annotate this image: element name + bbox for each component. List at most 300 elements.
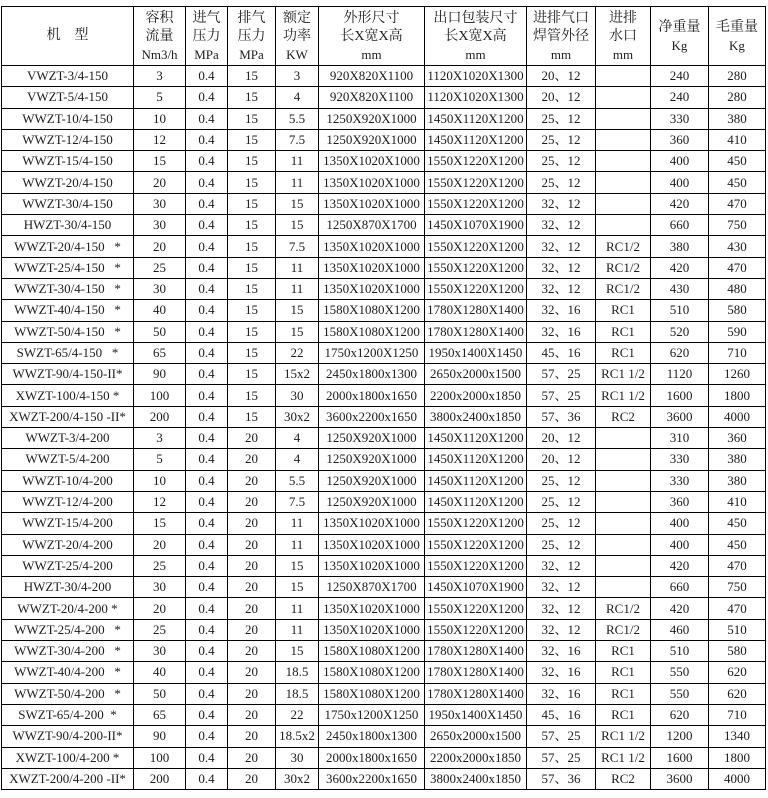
cell-inlet_pressure: 0.4 — [186, 577, 228, 598]
cell-rated_power: 11 — [276, 598, 319, 619]
cell-pipe_od: 20、12 — [527, 66, 596, 87]
cell-dimensions: 1350X1020X1000 — [319, 534, 425, 555]
cell-flow: 30 — [134, 215, 186, 236]
cell-gross_weight: 450 — [709, 513, 766, 534]
header-label-line: 长X宽X高 — [444, 28, 507, 44]
table-header — [2, 7, 766, 66]
header-unit-label: mm — [612, 46, 634, 62]
cell-net_weight: 420 — [651, 598, 709, 619]
cell-water_port — [596, 534, 651, 555]
cell-dimensions: 1350X1020X1000 — [319, 555, 425, 576]
cell-gross_weight: 590 — [709, 321, 766, 342]
cell-packing_size: 1450X1120X1200 — [425, 470, 527, 491]
cell-dimensions: 1580X1080X1200 — [319, 662, 425, 683]
cell-model: HWZT-30/4-200 — [2, 577, 134, 598]
cell-net_weight: 620 — [651, 342, 709, 363]
cell-gross_weight: 470 — [709, 193, 766, 214]
cell-packing_size: 1550X1220X1200 — [425, 278, 527, 299]
cell-packing_size: 2200x2000x1850 — [425, 747, 527, 768]
cell-rated_power: 30x2 — [276, 406, 319, 427]
cell-inlet_pressure: 0.4 — [186, 619, 228, 640]
table-row — [2, 151, 766, 172]
cell-packing_size: 1450X1070X1900 — [425, 577, 527, 598]
cell-pipe_od: 25、12 — [527, 491, 596, 512]
cell-net_weight: 520 — [651, 321, 709, 342]
table-row — [2, 598, 766, 619]
cell-net_weight: 1200 — [651, 726, 709, 747]
cell-flow: 200 — [134, 406, 186, 427]
cell-packing_size: 1550X1220X1200 — [425, 619, 527, 640]
product-spec-table — [1, 6, 766, 790]
cell-outlet_pressure: 20 — [228, 555, 276, 576]
cell-gross_weight: 450 — [709, 172, 766, 193]
cell-model: XWZT-100/4-200 * — [2, 747, 134, 768]
cell-net_weight: 360 — [651, 491, 709, 512]
cell-model: WWZT-25/4-200 — [2, 555, 134, 576]
cell-packing_size: 3800x2400x1850 — [425, 768, 527, 789]
table-row — [2, 683, 766, 704]
cell-net_weight: 330 — [651, 470, 709, 491]
cell-gross_weight: 470 — [709, 598, 766, 619]
cell-pipe_od: 32、12 — [527, 278, 596, 299]
cell-packing_size: 1120X1020X1300 — [425, 66, 527, 87]
cell-net_weight: 550 — [651, 683, 709, 704]
cell-dimensions: 2450x1800x1300 — [319, 726, 425, 747]
cell-flow: 30 — [134, 641, 186, 662]
cell-packing_size: 1450X1120X1200 — [425, 108, 527, 129]
cell-pipe_od: 57、25 — [527, 726, 596, 747]
cell-water_port: RC1 — [596, 321, 651, 342]
cell-inlet_pressure: 0.4 — [186, 768, 228, 789]
cell-packing_size: 2200x2000x1850 — [425, 385, 527, 406]
cell-inlet_pressure: 0.4 — [186, 641, 228, 662]
cell-rated_power: 18.5x2 — [276, 726, 319, 747]
cell-packing_size: 1450X1070X1900 — [425, 215, 527, 236]
cell-inlet_pressure: 0.4 — [186, 491, 228, 512]
cell-net_weight: 310 — [651, 428, 709, 449]
cell-gross_weight: 380 — [709, 449, 766, 470]
cell-pipe_od: 57、36 — [527, 768, 596, 789]
cell-model: WWZT-20/4-200 * — [2, 598, 134, 619]
cell-pipe_od: 32、12 — [527, 598, 596, 619]
table-row — [2, 278, 766, 299]
cell-flow: 25 — [134, 619, 186, 640]
table-row — [2, 342, 766, 363]
cell-dimensions: 2000x1800x1650 — [319, 747, 425, 768]
cell-flow: 3 — [134, 428, 186, 449]
cell-packing_size: 1550X1220X1200 — [425, 598, 527, 619]
cell-pipe_od: 25、12 — [527, 129, 596, 150]
cell-net_weight: 400 — [651, 513, 709, 534]
cell-model: WWZT-30/4-200 * — [2, 641, 134, 662]
header-label-line: 长X宽X高 — [340, 28, 403, 44]
table-row — [2, 406, 766, 427]
cell-flow: 25 — [134, 555, 186, 576]
cell-pipe_od: 32、12 — [527, 193, 596, 214]
cell-outlet_pressure: 15 — [228, 87, 276, 108]
header-cell-packing_size — [425, 7, 527, 66]
cell-water_port: RC1/2 — [596, 619, 651, 640]
cell-flow: 90 — [134, 364, 186, 385]
table-row — [2, 534, 766, 555]
cell-gross_weight: 710 — [709, 704, 766, 725]
cell-net_weight: 360 — [651, 129, 709, 150]
cell-model: SWZT-65/4-200 * — [2, 704, 134, 725]
cell-flow: 15 — [134, 513, 186, 534]
cell-outlet_pressure: 20 — [228, 683, 276, 704]
cell-inlet_pressure: 0.4 — [186, 215, 228, 236]
cell-water_port: RC1 1/2 — [596, 364, 651, 385]
cell-water_port — [596, 449, 651, 470]
cell-dimensions: 1350X1020X1000 — [319, 193, 425, 214]
cell-outlet_pressure: 15 — [228, 278, 276, 299]
cell-rated_power: 11 — [276, 257, 319, 278]
cell-packing_size: 1550X1220X1200 — [425, 555, 527, 576]
table-row — [2, 108, 766, 129]
cell-inlet_pressure: 0.4 — [186, 108, 228, 129]
cell-water_port: RC1 — [596, 662, 651, 683]
cell-pipe_od: 45、16 — [527, 342, 596, 363]
cell-flow: 40 — [134, 662, 186, 683]
cell-rated_power: 15 — [276, 300, 319, 321]
header-label-line: 净重量 — [658, 19, 701, 35]
cell-water_port: RC1 1/2 — [596, 726, 651, 747]
cell-rated_power: 11 — [276, 278, 319, 299]
cell-outlet_pressure: 20 — [228, 726, 276, 747]
cell-water_port — [596, 87, 651, 108]
cell-gross_weight: 1260 — [709, 364, 766, 385]
header-label-line: 流量 — [145, 28, 174, 44]
table-row — [2, 619, 766, 640]
cell-net_weight: 3600 — [651, 406, 709, 427]
cell-water_port — [596, 577, 651, 598]
cell-model: XWZT-100/4-150 * — [2, 385, 134, 406]
table-row — [2, 428, 766, 449]
cell-net_weight: 430 — [651, 278, 709, 299]
cell-outlet_pressure: 20 — [228, 747, 276, 768]
header-label-line: 功率 — [283, 28, 311, 44]
cell-packing_size: 1120X1020X1300 — [425, 87, 527, 108]
cell-net_weight: 330 — [651, 449, 709, 470]
cell-inlet_pressure: 0.4 — [186, 321, 228, 342]
cell-water_port: RC2 — [596, 406, 651, 427]
cell-model: VWZT-3/4-150 — [2, 66, 134, 87]
cell-water_port: RC1/2 — [596, 257, 651, 278]
cell-net_weight: 510 — [651, 641, 709, 662]
cell-outlet_pressure: 15 — [228, 364, 276, 385]
cell-water_port: RC1 — [596, 683, 651, 704]
cell-model: WWZT-90/4-150-II* — [2, 364, 134, 385]
cell-rated_power: 15x2 — [276, 364, 319, 385]
header-label-line: 机 型 — [46, 28, 89, 43]
cell-net_weight: 550 — [651, 662, 709, 683]
cell-water_port: RC2 — [596, 768, 651, 789]
cell-dimensions: 2000x1800x1650 — [319, 385, 425, 406]
cell-inlet_pressure: 0.4 — [186, 555, 228, 576]
table-row — [2, 300, 766, 321]
header-label-line: 排气 — [237, 10, 266, 26]
cell-packing_size: 1780X1280X1400 — [425, 641, 527, 662]
cell-rated_power: 5.5 — [276, 108, 319, 129]
cell-pipe_od: 25、12 — [527, 534, 596, 555]
cell-dimensions: 1750x1200X1250 — [319, 704, 425, 725]
header-unit-label: MPa — [194, 46, 219, 62]
cell-rated_power: 15 — [276, 555, 319, 576]
cell-model: WWZT-10/4-200 — [2, 470, 134, 491]
table-row — [2, 555, 766, 576]
table-row — [2, 768, 766, 789]
table-row — [2, 726, 766, 747]
cell-dimensions: 1580X1080X1200 — [319, 321, 425, 342]
header-cell-model — [2, 7, 134, 66]
cell-outlet_pressure: 20 — [228, 619, 276, 640]
cell-model: WWZT-25/4-200 * — [2, 619, 134, 640]
cell-outlet_pressure: 15 — [228, 193, 276, 214]
cell-rated_power: 11 — [276, 534, 319, 555]
cell-gross_weight: 410 — [709, 491, 766, 512]
cell-flow: 12 — [134, 129, 186, 150]
cell-dimensions: 1350X1020X1000 — [319, 513, 425, 534]
cell-packing_size: 1450X1120X1200 — [425, 428, 527, 449]
cell-inlet_pressure: 0.4 — [186, 300, 228, 321]
table-row — [2, 129, 766, 150]
cell-packing_size: 1780X1280X1400 — [425, 683, 527, 704]
cell-inlet_pressure: 0.4 — [186, 172, 228, 193]
cell-pipe_od: 25、12 — [527, 172, 596, 193]
cell-inlet_pressure: 0.4 — [186, 704, 228, 725]
cell-model: WWZT-90/4-200-II* — [2, 726, 134, 747]
cell-water_port — [596, 491, 651, 512]
cell-water_port: RC1/2 — [596, 278, 651, 299]
cell-outlet_pressure: 15 — [228, 300, 276, 321]
header-cell-net_weight — [651, 7, 709, 66]
cell-water_port — [596, 172, 651, 193]
cell-inlet_pressure: 0.4 — [186, 428, 228, 449]
header-unit-label: MPa — [239, 46, 264, 62]
cell-rated_power: 15 — [276, 577, 319, 598]
cell-pipe_od: 20、12 — [527, 449, 596, 470]
cell-outlet_pressure: 20 — [228, 598, 276, 619]
cell-water_port: RC1 — [596, 704, 651, 725]
table-row — [2, 491, 766, 512]
table-row — [2, 662, 766, 683]
cell-gross_weight: 360 — [709, 428, 766, 449]
cell-water_port: RC1/2 — [596, 598, 651, 619]
cell-water_port: RC1 1/2 — [596, 385, 651, 406]
cell-gross_weight: 580 — [709, 300, 766, 321]
cell-gross_weight: 380 — [709, 108, 766, 129]
table-row — [2, 321, 766, 342]
cell-model: WWZT-40/4-150 * — [2, 300, 134, 321]
cell-flow: 50 — [134, 683, 186, 704]
cell-gross_weight: 510 — [709, 619, 766, 640]
cell-flow: 200 — [134, 768, 186, 789]
cell-gross_weight: 430 — [709, 236, 766, 257]
cell-model: WWZT-12/4-200 — [2, 491, 134, 512]
cell-model: WWZT-30/4-150 * — [2, 278, 134, 299]
cell-gross_weight: 750 — [709, 577, 766, 598]
cell-flow: 100 — [134, 747, 186, 768]
cell-flow: 5 — [134, 449, 186, 470]
cell-gross_weight: 280 — [709, 87, 766, 108]
cell-pipe_od: 32、16 — [527, 300, 596, 321]
table-row — [2, 257, 766, 278]
cell-water_port: RC1 — [596, 300, 651, 321]
cell-rated_power: 11 — [276, 619, 319, 640]
cell-inlet_pressure: 0.4 — [186, 683, 228, 704]
header-label-line: 水口 — [609, 28, 637, 44]
cell-pipe_od: 57、25 — [527, 364, 596, 385]
cell-dimensions: 1580X1080X1200 — [319, 683, 425, 704]
cell-packing_size: 1950x1400X1450 — [425, 704, 527, 725]
cell-packing_size: 1950x1400X1450 — [425, 342, 527, 363]
cell-flow: 12 — [134, 491, 186, 512]
cell-outlet_pressure: 15 — [228, 406, 276, 427]
cell-inlet_pressure: 0.4 — [186, 726, 228, 747]
cell-net_weight: 420 — [651, 257, 709, 278]
header-label-line: 进排气口 — [533, 10, 589, 26]
cell-packing_size: 1550X1220X1200 — [425, 172, 527, 193]
cell-pipe_od: 25、12 — [527, 513, 596, 534]
cell-inlet_pressure: 0.4 — [186, 87, 228, 108]
cell-inlet_pressure: 0.4 — [186, 257, 228, 278]
cell-pipe_od: 25、12 — [527, 151, 596, 172]
table-row — [2, 449, 766, 470]
cell-pipe_od: 57、36 — [527, 406, 596, 427]
cell-rated_power: 7.5 — [276, 491, 319, 512]
cell-rated_power: 7.5 — [276, 236, 319, 257]
cell-dimensions: 1350X1020X1000 — [319, 151, 425, 172]
cell-packing_size: 1780X1280X1400 — [425, 300, 527, 321]
cell-gross_weight: 4000 — [709, 768, 766, 789]
cell-outlet_pressure: 20 — [228, 768, 276, 789]
cell-dimensions: 3600x2200x1650 — [319, 406, 425, 427]
cell-outlet_pressure: 15 — [228, 108, 276, 129]
cell-dimensions: 1250X870X1700 — [319, 577, 425, 598]
cell-rated_power: 18.5 — [276, 662, 319, 683]
cell-dimensions: 1350X1020X1000 — [319, 278, 425, 299]
cell-rated_power: 30 — [276, 747, 319, 768]
header-unit-label: Nm3/h — [141, 46, 178, 62]
cell-rated_power: 15 — [276, 215, 319, 236]
cell-flow: 40 — [134, 300, 186, 321]
cell-gross_weight: 450 — [709, 534, 766, 555]
cell-inlet_pressure: 0.4 — [186, 513, 228, 534]
cell-gross_weight: 380 — [709, 470, 766, 491]
cell-net_weight: 1600 — [651, 747, 709, 768]
cell-pipe_od: 32、16 — [527, 662, 596, 683]
cell-outlet_pressure: 15 — [228, 321, 276, 342]
cell-model: XWZT-200/4-200 -II* — [2, 768, 134, 789]
cell-packing_size: 1550X1220X1200 — [425, 257, 527, 278]
cell-dimensions: 1350X1020X1000 — [319, 619, 425, 640]
cell-water_port: RC1 — [596, 342, 651, 363]
cell-gross_weight: 580 — [709, 641, 766, 662]
cell-inlet_pressure: 0.4 — [186, 278, 228, 299]
cell-dimensions: 1250X920X1000 — [319, 428, 425, 449]
cell-packing_size: 1550X1220X1200 — [425, 151, 527, 172]
header-row — [2, 7, 766, 66]
cell-gross_weight: 470 — [709, 555, 766, 576]
cell-flow: 10 — [134, 470, 186, 491]
cell-net_weight: 510 — [651, 300, 709, 321]
cell-gross_weight: 620 — [709, 683, 766, 704]
cell-flow: 10 — [134, 108, 186, 129]
cell-dimensions: 3600x2200x1650 — [319, 768, 425, 789]
cell-inlet_pressure: 0.4 — [186, 129, 228, 150]
cell-water_port — [596, 555, 651, 576]
cell-water_port — [596, 428, 651, 449]
cell-pipe_od: 57、25 — [527, 385, 596, 406]
cell-rated_power: 4 — [276, 87, 319, 108]
header-unit-label: mm — [465, 46, 486, 62]
table-row — [2, 470, 766, 491]
cell-dimensions: 1750x1200X1250 — [319, 342, 425, 363]
cell-flow: 20 — [134, 172, 186, 193]
cell-outlet_pressure: 20 — [228, 662, 276, 683]
cell-flow: 50 — [134, 321, 186, 342]
header-label-line: 额定 — [283, 10, 311, 26]
table-row — [2, 215, 766, 236]
cell-inlet_pressure: 0.4 — [186, 193, 228, 214]
cell-model: WWZT-3/4-200 — [2, 428, 134, 449]
header-label-line: 压力 — [192, 28, 221, 44]
cell-rated_power: 22 — [276, 342, 319, 363]
cell-flow: 20 — [134, 534, 186, 555]
cell-packing_size: 1450X1120X1200 — [425, 491, 527, 512]
cell-pipe_od: 32、12 — [527, 577, 596, 598]
cell-model: WWZT-25/4-150 * — [2, 257, 134, 278]
cell-net_weight: 240 — [651, 87, 709, 108]
cell-flow: 25 — [134, 257, 186, 278]
cell-inlet_pressure: 0.4 — [186, 470, 228, 491]
header-label-line: 出口包装尺寸 — [433, 10, 518, 26]
cell-inlet_pressure: 0.4 — [186, 236, 228, 257]
cell-model: WWZT-12/4-150 — [2, 129, 134, 150]
cell-model: WWZT-10/4-150 — [2, 108, 134, 129]
cell-packing_size: 1550X1220X1200 — [425, 534, 527, 555]
table-body — [2, 66, 766, 790]
cell-inlet_pressure: 0.4 — [186, 385, 228, 406]
cell-pipe_od: 25、12 — [527, 470, 596, 491]
cell-outlet_pressure: 15 — [228, 257, 276, 278]
cell-inlet_pressure: 0.4 — [186, 598, 228, 619]
cell-water_port — [596, 66, 651, 87]
header-cell-inlet_pressure — [186, 7, 228, 66]
cell-inlet_pressure: 0.4 — [186, 406, 228, 427]
header-unit-label: mm — [550, 46, 572, 62]
cell-rated_power: 18.5 — [276, 683, 319, 704]
header-cell-flow — [134, 7, 186, 66]
cell-model: HWZT-30/4-150 — [2, 215, 134, 236]
cell-gross_weight: 470 — [709, 257, 766, 278]
cell-rated_power: 30 — [276, 385, 319, 406]
cell-dimensions: 1250X920X1000 — [319, 108, 425, 129]
cell-outlet_pressure: 15 — [228, 172, 276, 193]
cell-net_weight: 420 — [651, 555, 709, 576]
cell-rated_power: 11 — [276, 151, 319, 172]
table-row — [2, 704, 766, 725]
cell-flow: 20 — [134, 598, 186, 619]
cell-gross_weight: 410 — [709, 129, 766, 150]
table-row — [2, 641, 766, 662]
cell-packing_size: 1550X1220X1200 — [425, 236, 527, 257]
cell-dimensions: 1250X920X1000 — [319, 129, 425, 150]
cell-packing_size: 2650x2000x1500 — [425, 364, 527, 385]
cell-outlet_pressure: 20 — [228, 641, 276, 662]
cell-gross_weight: 450 — [709, 151, 766, 172]
cell-net_weight: 3600 — [651, 768, 709, 789]
